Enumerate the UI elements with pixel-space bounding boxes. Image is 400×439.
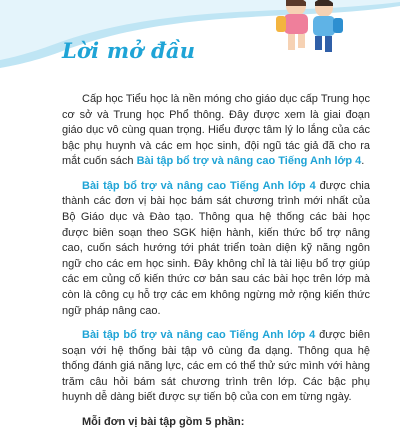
paragraph-1-text: Cấp học Tiểu học là nền móng cho giáo dục cấp Trung học cơ sở và Trung học Phổ thông. Đây được xem là giai đoạn giáo dục vô cùng quan trọng. Hiểu được tâm lý lo lắng của các bậc phụ huynh và các em học sinh, đội ngũ tác giả đã cho ra mắt cuốn sách [62,93,370,168]
paragraph-2-text: được chia thành các đơn vị bài học bám sát chương trình mới nhất của Bộ Giáo dục và Đào tạo. Thông qua hệ thống các bài học được biên soạn theo SGK hiện hành, kiến thức bổ trợ nâng cao, cuốn sách hướng tới phát triển toàn diện kỹ năng ngôn ngữ cho các em học sinh. Đây không chỉ là tài liệu bổ trợ giúp các em củng cố kiến thức cơ bản sau các bài học trên lớp mà còn là công cụ hỗ trợ các em không ngừng mở rộng kiến thức ngữ pháp nâng cao. [62,179,370,317]
paragraph-4 [62,415,370,431]
preface-body [62,92,370,439]
children-illustration [262,0,352,70]
section-intro-bold: Mỗi đơn vị bài tập gồm 5 phần: [82,415,245,428]
paragraph-3-text: được biên soạn với hệ thống bài tập vô cùng đa dạng. Thông qua hệ thống đánh giá năng lực, các em có thể thử sức mình với hàng trăm câu hỏi bám sát chương trình trên lớp. Các bậc phụ huynh dễ dàng biết được sự tiến bộ của con em từng ngày. [62,328,370,404]
paragraph-1 [62,92,370,170]
page-heading: Lời mở đầu [62,38,196,63]
paragraph-2 [62,179,370,319]
paragraph-3 [62,328,370,406]
paragraph-1-end: . [361,155,365,168]
book-title-highlight: Bài tập bổ trợ và nâng cao Tiếng Anh lớp 4 [136,155,362,168]
book-title-highlight: Bài tập bổ trợ và nâng cao Tiếng Anh lớp 4 [82,179,316,192]
book-title-highlight: Bài tập bổ trợ và nâng cao Tiếng Anh lớp 4 [82,328,316,341]
